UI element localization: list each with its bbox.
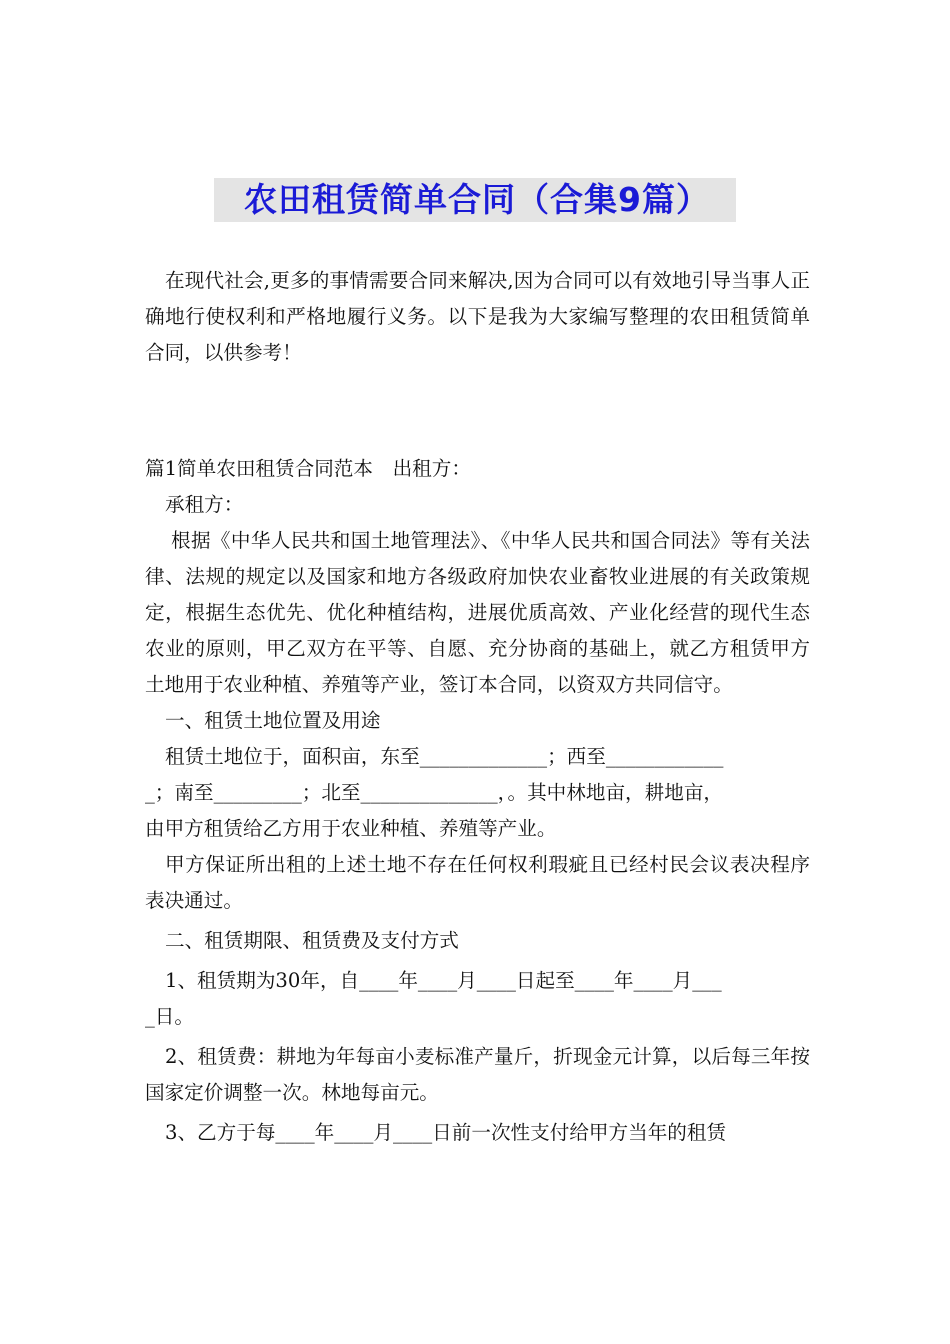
clause2-item2: 2、租赁费：耕地为年每亩小麦标准产量斤，折现金元计算，以后每三年按国家定价调整一次。林地每亩元。 bbox=[145, 1045, 810, 1104]
title-wrap bbox=[0, 178, 950, 222]
basis-paragraph: 根据《中华人民共和国土地管理法》、《中华人民共和国合同法》等有关法律、法规的规定以及国家和地方各级政府加快农业畜牧业进展的有关政策规定，根据生态优先、优化种植结构，进展优质高效、产业化经营的现代生态农业的原则，甲乙双方在平等、自愿、充分协商的基础上，就乙方租赁甲方土地用于农业种植、养殖等产业，签订本合同，以资双方共同信守。 bbox=[145, 529, 810, 696]
lessee-line: 承租方： bbox=[165, 493, 244, 516]
document-title: 农田租赁简单合同（合集9篇） bbox=[214, 178, 736, 222]
intro-paragraph: 在现代社会,更多的事情需要合同来解决,因为合同可以有效地引导当事人正确地行使权利和严格地履行义务。以下是我为大家编写整理的农田租赁简单合同，以供参考！ bbox=[145, 269, 810, 364]
document-body bbox=[145, 263, 810, 1151]
clause1-line3: 由甲方租赁给乙方用于农业种植、养殖等产业。 bbox=[145, 817, 557, 840]
clause2-item1-line2: _日。 bbox=[145, 1005, 194, 1028]
section1-heading: 篇1简单农田租赁合同范本 出租方： bbox=[145, 457, 471, 480]
clause1-line1: 租赁土地位于，面积亩，东至_____________；西至____________ bbox=[165, 745, 724, 768]
clause1-title: 一、租赁土地位置及用途 bbox=[165, 709, 381, 732]
clause2-item1-line1: 1、租赁期为30年，自____年____月____日起至____年____月___ bbox=[165, 969, 722, 992]
clause1-guarantee: 甲方保证所出租的上述土地不存在任何权利瑕疵且已经村民会议表决程序表决通过。 bbox=[145, 853, 810, 912]
clause2-title: 二、租赁期限、租赁费及支付方式 bbox=[165, 929, 459, 952]
clause2-item3: 3、乙方于每____年____月____日前一次性支付给甲方当年的租赁 bbox=[165, 1121, 727, 1144]
clause1-line2: _；南至_________；北至______________，。其中林地亩，耕地亩， bbox=[145, 781, 724, 804]
